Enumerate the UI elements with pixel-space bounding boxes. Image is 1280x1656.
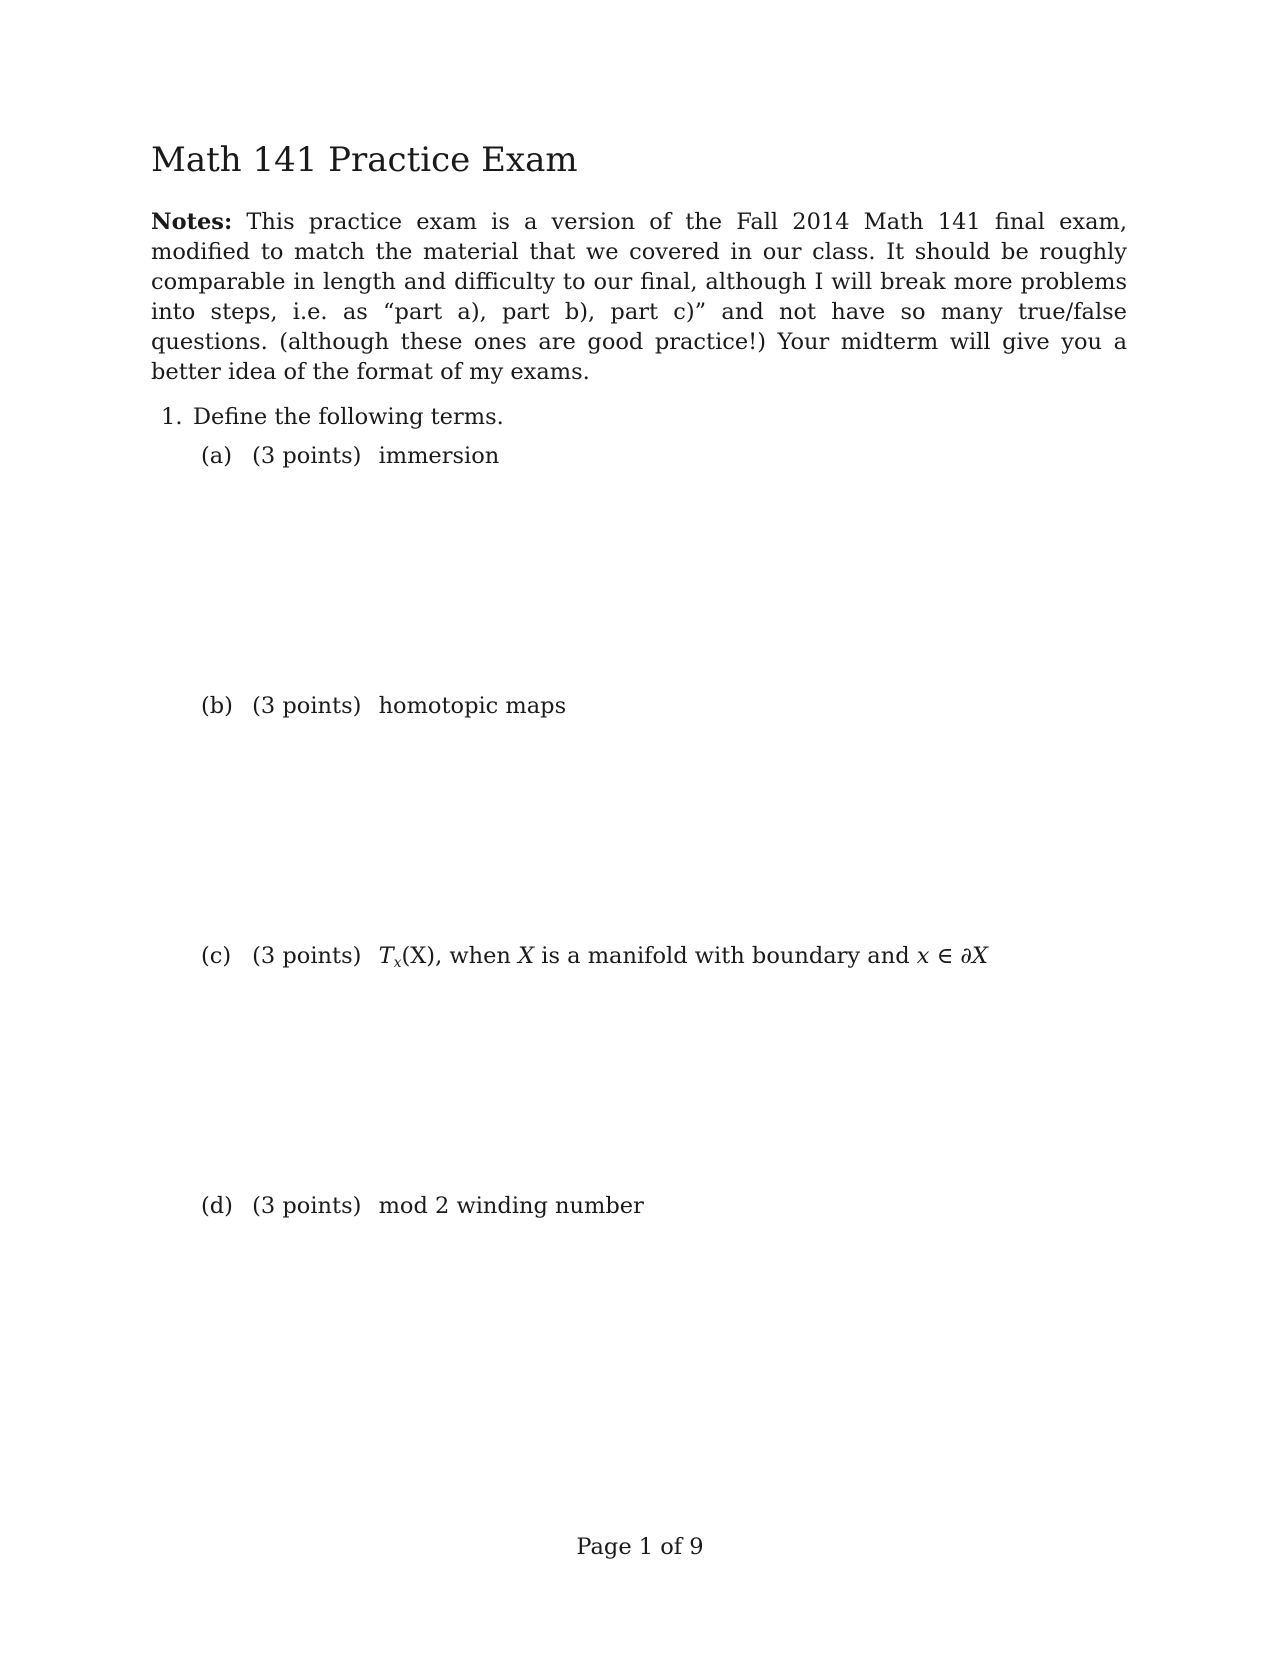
math-tangent-space: T — [378, 943, 394, 969]
part-text: is a manifold with boundary and — [534, 943, 917, 969]
question-1-header — [161, 404, 504, 430]
part-label: (c) — [201, 943, 232, 969]
part-label: (d) — [201, 1193, 233, 1219]
math-subscript: x — [393, 955, 402, 971]
part-text: immersion — [378, 443, 500, 469]
notes-paragraph — [151, 207, 1127, 387]
part-points: (3 points) — [252, 1193, 362, 1219]
page-number-footer: Page 1 of 9 — [576, 1534, 704, 1560]
question-part-a — [201, 443, 499, 469]
question-part-d — [201, 1193, 644, 1219]
math-expression: x ∈ ∂X — [916, 943, 989, 969]
question-part-c — [201, 943, 988, 971]
math-variable: X — [518, 943, 535, 969]
question-number: 1. — [161, 404, 183, 430]
part-text: homotopic maps — [378, 693, 567, 719]
part-text: mod 2 winding number — [378, 1193, 644, 1219]
math-argument: (X) — [401, 943, 436, 969]
part-points: (3 points) — [252, 693, 362, 719]
page-title: Math 141 Practice Exam — [151, 140, 578, 180]
part-text: , when — [435, 943, 519, 969]
question-prompt: Define the following terms. — [193, 404, 504, 430]
notes-label: Notes: — [151, 209, 233, 235]
part-points: (3 points) — [252, 443, 362, 469]
part-label: (a) — [201, 443, 232, 469]
question-part-b — [201, 693, 566, 719]
notes-text: This practice exam is a version of the Fall 2014 Math 141 final exam, modified to match the material that we covered in our class. It should be roughly comparable in length and difficulty to our final, although I will break more problems into steps, i.e. as “part a), part b), part c)” and not have so many true/false questions. (although these ones are good practice!) Your midterm will give you a better idea of the format of my exams. — [151, 209, 1127, 385]
part-label: (b) — [201, 693, 233, 719]
part-points: (3 points) — [252, 943, 362, 969]
